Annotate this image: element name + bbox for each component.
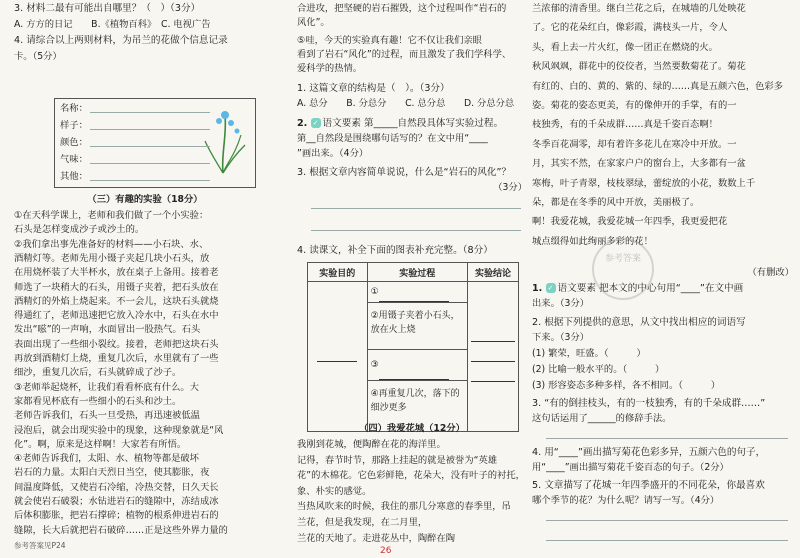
left-passage-line-12: ③老师举起烧杯，让我们看看杯底有什么。大 — [14, 381, 199, 393]
mid-question-2-line2: 第__自然段是围绕哪句话写的？在文中用“____ — [297, 133, 488, 144]
section-4-title: （四）我爱花城（12分） — [359, 423, 465, 434]
left-passage-line-10: 再放到酒精灯上烧，重复几次后，水里就有了一些 — [14, 353, 219, 364]
mid-passage-line-2: 花”的木棉花。它色彩鲜艳，花朵大，没有叶子的衬托， — [297, 470, 525, 482]
right-passage-line-10: 朵，都是在冬季的风中开放，美丽极了。 — [532, 197, 700, 208]
mid-passage-line-0: 我刚到花城，便陶醉在花的海洋里。 — [297, 439, 446, 450]
left-passage-line-19: 间温度降低，又使岩石冷缩，冷热交替，日久天长 — [14, 481, 219, 493]
workbook-page: 3. 材料二最有可能出自哪里？（ ）（3分） A. 方方的日记 B.《植物百科》 C. 电视广告 4. 请综合以上两则材料，为吊兰的花做个信息记录 卡。（5分） 名称： 样子： 颜色： 气味： 其他： （三）有趣的实验（18分） ①在天科学课上，老师和我们做了一个小实验： 石头是怎样变成沙子或沙土的。 ②我们拿出事先准备好的材料——小石块、水、 酒精灯等。老师先用小镊子夹起几块小石头，放 在用烧杯装了大半杯水，放在桌子上备用。接着老 师选了一块稍大的石头，用镊子夹着，把石头放在 酒精灯的外焰上烧起来。不一会儿，这块石头就烧 得通红了，老师迅速把它放入冷水中，石头在水中 发出“嗞”的一声响，水面冒出一股热气。石头 表面出现了一些细小裂纹。接着，老师把这块石头 再放到酒精灯上烧，重复几次后，水里就有了一些 细沙，重复几次后，石头就碎成了沙子。 ③老师举起烧杯，让我们看看杯底有什么。大 家都看见杯底有一些细小的石头和沙土。 老师告诉我们，石头一旦受热，再迅速被低温 浸泡后，就会出现实验中的现象，这种现象就是“风 化”。啊，原来是这样啊！大家若有所悟。 ④老师告诉我们，太阳、水、植物等都是破坏 岩石的力量。太阳白天烈日当空，使其膨胀，夜 间温度降低，又使岩石冷缩，冷热交替，日久天长 就会使岩石破裂；水钻进岩石的缝隙中，冻结成冰 后体积膨胀，把岩石撑碎；植物的根系伸进岩石的 缝隙，长大后就把岩石破碎……正是这些外界力量的 参考答案见P24 合进攻，把坚硬的岩石摧毁，这个过程叫作“岩石的 风化”。 ⑤哇，今天的实验真有趣！它不仅让我们亲眼 看到了岩石“风化”的过程，而且激发了我们学科学、 爱科学的热情。 1. 这篇文章的结构是（ ）。（3分） A. 总分 B. 分总分 C. 总分总 D. 分总分总 2. ✓ 语文要素 第_____自然段具体写实验过程。 第__自然段是围绕哪句话写的？在文中用“____ ”画出来。（4分） 3. 根据文章内容简单说说，什么是“岩石的风化”？ （3分） 4. 读课文，补全下面的图表补充完整。（8分） 实验目的 实验过程 实验结论 ① ②用镊子夹着小石头，放在火上烧 ③ ④再重复几次，落下的细沙更多 （四）我爱花城（12分） 我刚到花城，便陶醉在花的海洋里。 记得，春节时节，那路上挂起的就是被誉为“英雄 花”的木棉花。它色彩鲜艳，花朵大，没有叶子的衬托， 象、朴实的感觉。 当热风吹来的时候，我住的那几分寒意的春季里，吊 兰花，但是我发现，在二月里， 兰花的天地了。走进花丛中，陶醉在陶 兰浓郁的清香里。继白兰花之后，在城墙的几处映花 了。它的花朵红白，像彩霞，满枝头一片，令人 头，看上去一片火红，像一团正在燃烧的火。 秋风飒飒，群花中的佼佼者，当然要数菊花了。菊花 有红的、白的、黄的、紫的、绿的……真是五颜六色，色彩多 姿。菊花的姿态更美，有的像伸开的手掌，有的一 枝独秀，有的千朵成群……真是千姿百态啊！ 冬季百花凋零，却有着许多花儿在寒冷中开放。一 月，其实不然，在家家户户的窗台上，大多都有一盆 寒梅，叶子青翠，枝枝翠绿，蕾绽放的小花，数数上千 朵，都是在冬季的风中开放，美丽极了。 啊！我爱花城，我爱花城一年四季，我更爱把花 城点缀得如此绚丽多彩的花！ （有删改） 1. ✓ 语文要素 把本文的中心句用“____”在文中画 出来。（3分） 2. 根据下列提供的意思，从文中找出相应的词语写 下来。（3分） (1) 繁荣，旺盛。（ ） (2) 比喻一般水平的。（ ） (3) 形容姿态多种多样，各不相同。（ ） 3. “有的倒挂枝头，有的一枝独秀，有的千朵成群……” 这句话运用了______的修辞手法。 4. 用“____”画出描写菊花色彩多异，五颜六色的句子， 用“____”画出描写菊花千姿百态的句子。（2分） 5. 文章描写了花城一年四季盛开的不同花朵，你最喜欢 哪个季节的花？为什么呢？请写一写。（4分） 参考答案 26 — [14, 3, 794, 556]
right-passage-line-3: 秋风飒飒，群花中的佼佼者，当然要数菊花了。菊花 — [532, 61, 746, 73]
left-passage-line-8: 发出“嗞”的一声响，水面冒出一股热气。石头 — [14, 324, 201, 336]
left-passage-line-4: 在用烧杯装了大半杯水，放在桌子上备用。接着老 — [14, 267, 219, 279]
card-label-0: 名称： — [60, 103, 88, 114]
right-question-2-item3: (3) 形容姿态多种多样，各不相同。（ ） — [532, 380, 721, 391]
card-label-3: 气味： — [60, 154, 88, 165]
right-passage-line-5: 姿。菊花的姿态更美，有的像伸开的手掌，有的一 — [532, 100, 737, 111]
language-element-badge: ✓ — [547, 284, 554, 292]
right-passage-line-11: 啊！我爱花城，我爱花城一年四季，我更爱把花 — [532, 216, 728, 228]
left-passage-line-22: 缝隙，长大后就把岩石破碎……正是这些外界力量的 — [14, 524, 228, 536]
language-element-badge: ✓ — [312, 119, 319, 127]
page-number: 26 — [380, 546, 392, 556]
right-passage-line-1: 了。它的花朵红白，像彩霞，满枝头一片，令人 — [532, 22, 728, 34]
question-4-line2: 卡。（5分） — [14, 51, 62, 62]
right-passage-line-6: 枝独秀，有的千朵成群……真是千姿百态啊！ — [532, 119, 718, 131]
left-passage-line-11: 细沙，重复几次后，石头就碎成了沙子。 — [14, 367, 182, 379]
right-passage-line-8: 月，其实不然，在家家户户的窗台上，大多都有一盆 — [532, 158, 746, 170]
mid-passage-line-3: 象、朴实的感觉。 — [297, 485, 372, 497]
left-passage-line-14: 老师告诉我们，石头一旦受热，再迅速被低温 — [14, 410, 200, 422]
left-passage-line-20: 就会使岩石破裂；水钻进岩石的缝隙中，冻结成冰 — [14, 496, 219, 507]
mid-passage-line-6: 兰花的天地了。走进花丛中，陶醉在陶 — [297, 532, 456, 544]
left-passage-line-2: ②我们拿出事先准备好的材料——小石块、水、 — [14, 238, 209, 250]
source-note: （有删改） — [747, 267, 794, 278]
left-passage-line-5: 师选了一块稍大的石头，用镊子夹着，把石头放在 — [14, 281, 219, 293]
passage-continuation-2: 风化”。 — [297, 17, 330, 28]
table-cell-process — [367, 282, 467, 432]
mid-question-1: 1. 这篇文章的结构是（ ）。（3分） — [297, 83, 450, 94]
table-cell-purpose[interactable] — [308, 282, 368, 432]
card-label-2: 颜色： — [60, 137, 88, 148]
left-passage-line-16: 化”。啊，原来是这样啊！大家若有所悟。 — [14, 438, 187, 450]
left-passage-line-21: 后体积膨胀，把岩石撑碎；植物的根系伸进岩石的 — [14, 510, 219, 522]
question-4-line1: 4. 请综合以上两则材料，为吊兰的花做个信息记录 — [14, 35, 228, 46]
left-passage-line-17: ④老师告诉我们，太阳、水、植物等都是破坏 — [14, 453, 199, 465]
mid-question-1-options: A. 总分 B. 分总分 C. 总分总 D. 分总分总 — [297, 98, 515, 109]
right-passage-line-2: 头，看上去一片火红，像一团正在燃烧的火。 — [532, 41, 718, 53]
process-step-1: ① — [368, 282, 467, 303]
para5-line3: 爱科学的热情。 — [297, 63, 363, 74]
right-question-5-line2: 哪个季节的花？为什么呢？请写一写。（4分） — [532, 495, 720, 506]
left-passage-line-13: 家都看见杯底有一些细小的石头和沙土。 — [14, 395, 182, 407]
mid-question-2-line3: ”画出来。（4分） — [297, 148, 369, 159]
question-3: 3. 材料二最有可能出自哪里？（ ）（3分） — [14, 3, 201, 14]
left-passage-line-0: ①在天科学课上，老师和我们做了一个小实验： — [14, 210, 209, 221]
para5-line1: ⑤哇，今天的实验真有趣！它不仅让我们亲眼 — [297, 35, 482, 46]
table-header-process: 实验过程 — [367, 263, 467, 282]
table-header-conclusion: 实验结论 — [468, 263, 519, 282]
left-passage-line-15: 浸泡后，就会出现实验中的现象，这种现象就是“风 — [14, 424, 224, 436]
right-question-2-line2: 下来。（3分） — [532, 332, 590, 343]
table-header-purpose: 实验目的 — [308, 263, 368, 282]
mid-question-4: 4. 读课文，补全下面的图表补充完整。（8分） — [297, 245, 493, 256]
card-label-1: 样子： — [60, 120, 88, 131]
right-passage-line-12: 城点缀得如此绚丽多彩的花！ — [532, 235, 653, 247]
left-passage-line-1: 石头是怎样变成沙子或沙土的。 — [14, 224, 145, 236]
left-passage-line-18: 岩石的力量。太阳白天烈日当空，使其膨胀，夜 — [14, 467, 210, 479]
right-question-1-line2: 出来。（3分） — [532, 298, 590, 309]
mid-question-2-line1: 2. ✓ 语文要素 第_____自然段具体写实验过程。 — [297, 118, 504, 129]
right-question-2-line1: 2. 根据下列提供的意思，从文中找出相应的词语写 — [532, 317, 746, 328]
right-question-3-line1: 3. “有的倒挂枝头，有的一枝独秀，有的千朵成群……” — [532, 398, 766, 409]
card-label-4: 其他： — [60, 171, 88, 182]
para5-line2: 看到了岩石“风化”的过程，而且激发了我们学科学、 — [297, 49, 512, 60]
left-passage-line-6: 酒精灯的外焰上烧起来。不一会儿，这块石头就烧 — [14, 295, 219, 307]
right-passage-line-0: 兰浓郁的清香里。继白兰花之后，在城墙的几处映花 — [532, 3, 746, 14]
experiment-table — [307, 262, 519, 432]
process-step-4: ④再重复几次，落下的细沙更多 — [370, 389, 460, 413]
answer-stamp-watermark: 参考答案 — [592, 238, 654, 300]
mid-passage-line-4: 当热风吹来的时候，我住的那几分寒意的春季里，吊 — [297, 501, 511, 513]
process-step-3: ③ — [368, 350, 467, 381]
orchid-illustration-icon — [201, 105, 247, 175]
right-question-1-line1: 1. ✓ 语文要素 把本文的中心句用“____”在文中画 — [532, 283, 744, 294]
right-passage-line-9: 寒梅，叶子青翠，枝枝翠绿，蕾绽放的小花，数数上千 — [532, 177, 756, 189]
question-3-options: A. 方方的日记 B.《植物百科》 C. 电视广告 — [14, 19, 211, 30]
right-question-2-item2: (2) 比喻一般水平的。（ ） — [532, 364, 665, 375]
right-passage-line-7: 冬季百花凋零，却有着许多花儿在寒冷中开放。一 — [532, 138, 737, 150]
right-question-4-line2: 用“____”画出描写菊花千姿百态的句子。（2分） — [532, 462, 729, 473]
right-question-4-line1: 4. 用“____”画出描写菊花色彩多异，五颜六色的句子， — [532, 447, 766, 458]
section-3-title: （三）有趣的实验（18分） — [87, 194, 203, 205]
left-passage-line-9: 表面出现了一些细小裂纹。接着，老师把这块石头 — [14, 338, 219, 350]
left-passage-line-3: 酒精灯等。老师先用小镊子夹起几块小石头，放 — [14, 252, 210, 264]
passage-continuation-1: 合进攻，把坚硬的岩石摧毁，这个过程叫作“岩石的 — [297, 3, 507, 14]
mid-passage-line-1: 记得，春节时节，那路上挂起的就是被誉为“英雄 — [297, 454, 498, 466]
right-question-5-line1: 5. 文章描写了花城一年四季盛开的不同花朵，你最喜欢 — [532, 480, 765, 491]
right-passage-line-4: 有红的、白的、黄的、紫的、绿的……真是五颜六色，色彩多 — [532, 80, 784, 92]
right-question-2-item1: (1) 繁荣，旺盛。（ ） — [532, 348, 646, 359]
mid-passage-line-5: 兰花，但是我发现，在二月里， — [297, 517, 428, 528]
table-cell-conclusion[interactable] — [468, 282, 519, 432]
mid-question-3-score: （3分） — [493, 182, 527, 193]
left-passage-line-7: 得通红了，老师迅速把它放入冷水中，石头在水中 — [14, 310, 219, 322]
right-question-3-line2: 这句话运用了______的修辞手法。 — [532, 413, 672, 424]
mid-question-3: 3. 根据文章内容简单说说，什么是“岩石的风化”？ — [297, 167, 512, 178]
process-step-2: ②用镊子夹着小石头，放在火上烧 — [368, 303, 467, 350]
